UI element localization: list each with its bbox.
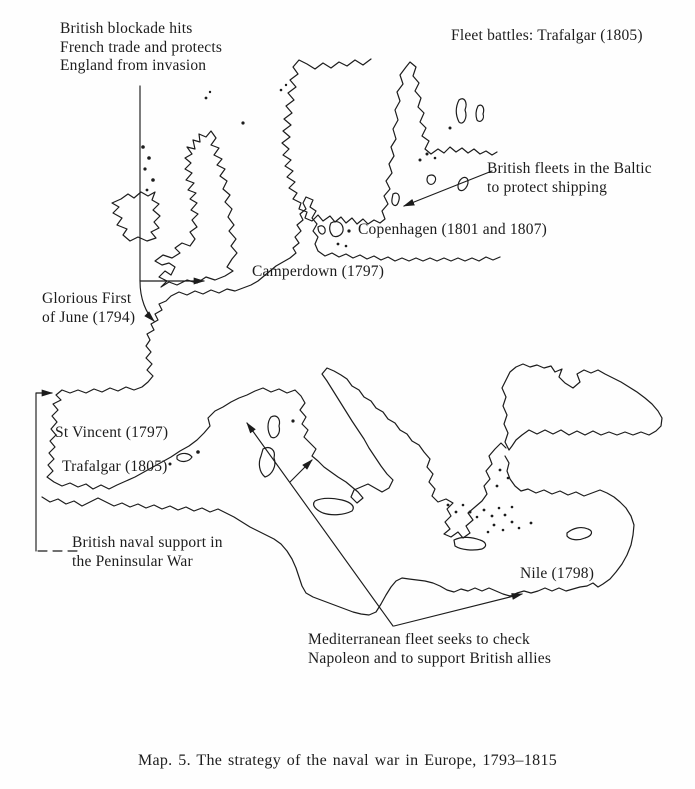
island-crete (454, 537, 486, 550)
label-baltic-fleets: British fleets in the Baltic to protect shipping (487, 160, 652, 196)
island-ibiza (169, 463, 172, 466)
baltic-ship-glyph (456, 176, 470, 192)
label-nile: Nile (1798) (520, 565, 595, 582)
label-mediterranean: Mediterranean fleet seeks to check Napoleon and to support British allies (308, 631, 552, 667)
island-menorca (196, 450, 200, 454)
coastline-ireland (112, 192, 160, 241)
islands-danish (318, 222, 351, 248)
island-cyprus (567, 528, 592, 540)
label-camperdown: Camperdown (1797) (252, 263, 385, 280)
coastline-scandinavia (282, 59, 497, 224)
island-elba (291, 419, 294, 422)
baltic-arrow (404, 171, 492, 206)
nile-arrow (394, 594, 522, 626)
island-sicily (314, 498, 354, 514)
label-trafalgar: Trafalgar (1805) (62, 458, 168, 475)
coastline-black-sea (502, 364, 662, 450)
biscay-arrow (140, 281, 154, 321)
label-peninsular: British naval support in the Peninsular War (72, 534, 223, 570)
label-st-vincent: St Vincent (1797) (55, 424, 169, 441)
label-copenhagen: Copenhagen (1801 and 1807) (358, 221, 548, 238)
island-mallorca (177, 453, 192, 461)
label-blockade (60, 20, 222, 76)
toulon-arrow (247, 423, 393, 626)
label-blockade-line1: British blockade hits (60, 20, 193, 37)
label-blockade-line3: England from invasion (60, 57, 207, 74)
coastline-great-britain (155, 131, 237, 287)
italy-arrow (290, 460, 312, 482)
island-sardinia (259, 448, 275, 477)
map-caption: Map. 5. The strategy of the naval war in Europe, 1793–1815 (137, 752, 558, 769)
coastline-continent (47, 197, 506, 538)
label-glorious-first: Glorious First of June (1794) (42, 290, 136, 326)
island-corsica (268, 416, 280, 438)
peninsular-bracket-arrow (36, 393, 52, 551)
label-blockade-line2: French trade and protects (60, 38, 223, 56)
islands-hebrides (141, 84, 287, 192)
label-fleet-battles: Fleet battles: Trafalgar (1805) (451, 27, 643, 44)
islands-mediterranean (169, 416, 592, 550)
